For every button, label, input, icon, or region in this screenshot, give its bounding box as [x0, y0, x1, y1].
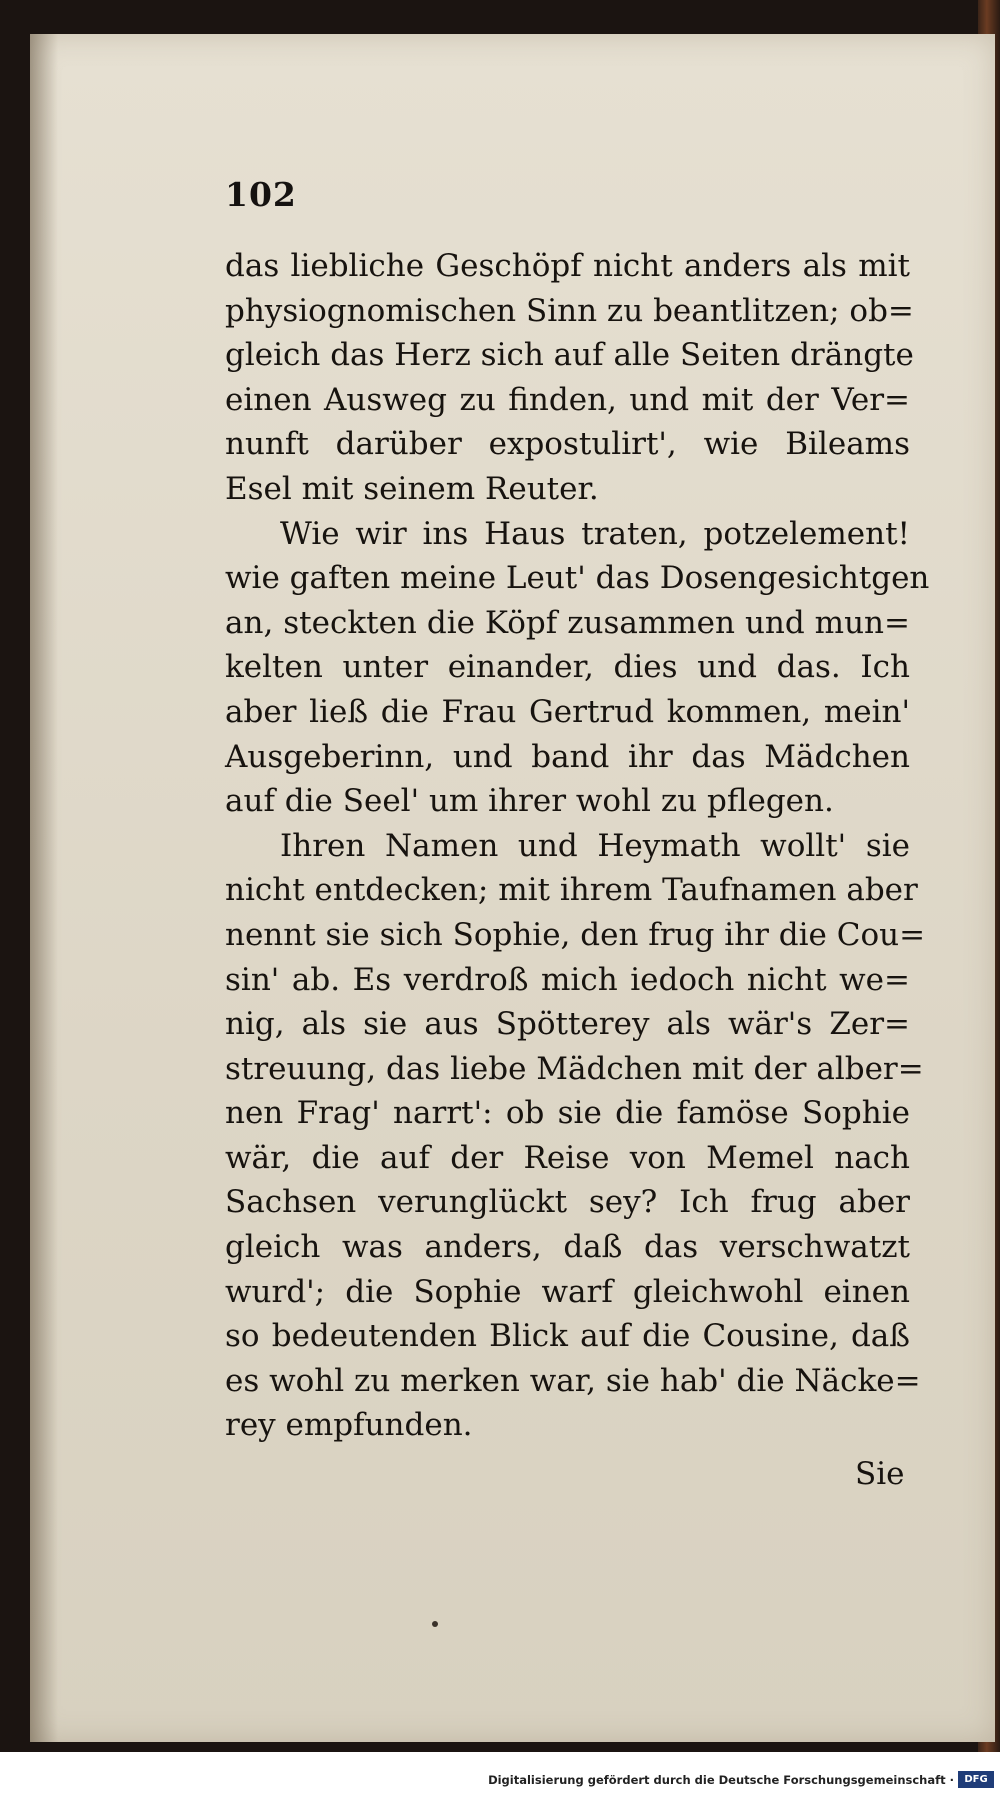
text-line: wie gaften meine Leut' das Dosengesichtgen [225, 560, 930, 597]
text-line: wurd'; die Sophie warf gleichwohl einen [225, 1273, 910, 1310]
dfg-logo-icon: DFG [958, 1771, 994, 1788]
text-line: wär, die auf der Reise von Memel nach [225, 1139, 910, 1176]
text-line: das liebliche Geschöpf nicht anders als mit [225, 248, 910, 284]
body-text [225, 244, 930, 1448]
text-line: nen Frag' narrt': ob sie die famöse Sophie [225, 1095, 910, 1132]
text-line: physiognomischen Sinn zu beantlitzen; ob= [225, 292, 914, 329]
text-line: streuung, das liebe Mädchen mit der alber= [225, 1050, 924, 1087]
text-line: nicht entdecken; mit ihrem Taufnamen aber [225, 872, 918, 909]
text-line: nig, als sie aus Spötterey als wär's Zer= [225, 1006, 910, 1043]
text-line: es wohl zu merken war, sie hab' die Näcke= [225, 1362, 921, 1399]
text-line: an, steckten die Köpf zusammen und mun= [225, 604, 910, 641]
text-line: rey empfunden. [225, 1407, 473, 1444]
page-number: 102 [225, 175, 297, 214]
text-line: Ausgeberinn, und band ihr das Mädchen [225, 738, 910, 775]
text-line: auf die Seel' um ihrer wohl zu pflegen. [225, 783, 834, 820]
text-line: nennt sie sich Sophie, den frug ihr die Cou= [225, 916, 926, 953]
text-line: aber ließ die Frau Gertrud kommen, mein' [225, 693, 910, 730]
text-line: einen Ausweg zu finden, und mit der Ver= [225, 381, 910, 418]
text-line: Ihren Namen und Heymath wollt' sie [280, 827, 910, 864]
text-line: gleich was anders, daß das verschwatzt [225, 1229, 910, 1266]
text-line: gleich das Herz sich auf alle Seiten drängte [225, 337, 914, 374]
text-line: sin' ab. Es verdroß mich iedoch nicht we= [225, 961, 910, 998]
digitization-footer [0, 1752, 1000, 1794]
text-line: nunft darüber expostulirt', wie Bileams [225, 426, 910, 463]
text-line: so bedeutenden Blick auf die Cousine, daß [225, 1318, 910, 1355]
text-line: Wie wir ins Haus traten, potzelement! [280, 515, 910, 552]
catchword: Sie [855, 1456, 905, 1492]
text-line: Sachsen verunglückt sey? Ich frug aber [225, 1184, 910, 1221]
text-line: kelten unter einander, dies und das. Ich [225, 649, 910, 686]
printer-mark [432, 1621, 438, 1627]
page-gutter-shadow [30, 34, 58, 1742]
footer-credit: Digitalisierung gefördert durch die Deutsche Forschungsgemeinschaft · [488, 1773, 954, 1787]
text-line: Esel mit seinem Reuter. [225, 470, 599, 507]
